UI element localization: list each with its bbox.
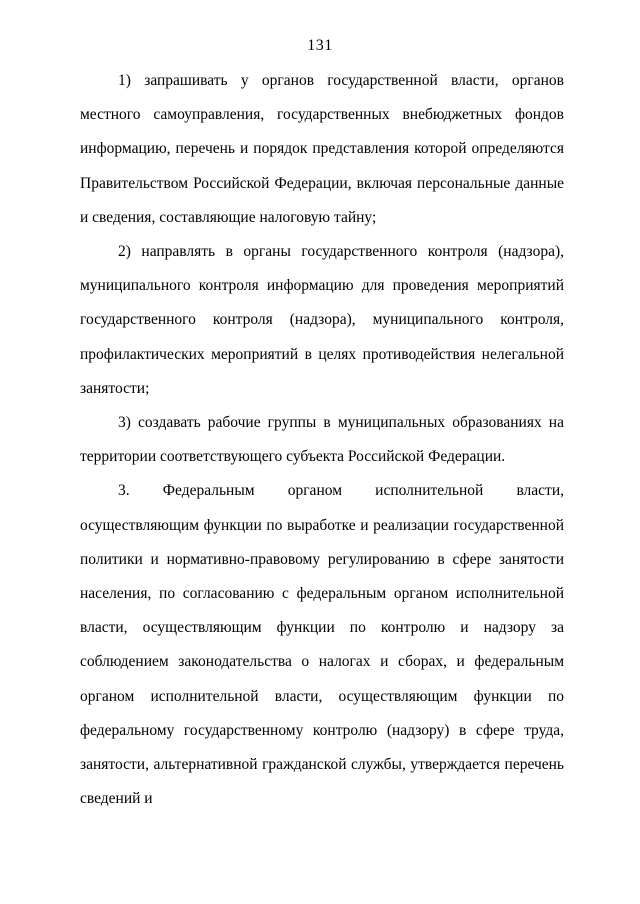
paragraph-item-3: 3) создавать рабочие группы в муниципальных образованиях на территории соответствующего субъекта Российской Федерации. (80, 414, 564, 466)
document-body (80, 64, 564, 816)
paragraph-item-2: 2) направлять в органы государственного контроля (надзора), муниципального контроля информацию для проведения мероприятий государственного контроля (надзора), муниципального контроля, профилактических мероприятий в целях противодействия нелегальной занятости; (80, 243, 564, 397)
paragraph-item-1: 1) запрашивать у органов государственной власти, органов местного самоуправления, государственных внебюджетных фондов информацию, перечень и порядок представления которой определяются Правительством Российской Федерации, включая персональные данные и сведения, составляющие налоговую тайну; (80, 72, 564, 226)
page-number: 131 (307, 37, 333, 54)
paragraph-section-3: 3. Федеральным органом исполнительной власти, осуществляющим функции по выработке и реализации государственной политики и нормативно-правовому регулированию в сфере занятости населения, по согласованию с федеральным органом исполнительной власти, осуществляющим функции по контролю и надзору за соблюдением законодательства о налогах и сборах, и федеральным органом исполнительной власти, осуществляющим функции по федеральному государственному контролю (надзору) в сфере труда, занятости, альтернативной гражданской службы, утверждается перечень сведений и (80, 482, 564, 808)
